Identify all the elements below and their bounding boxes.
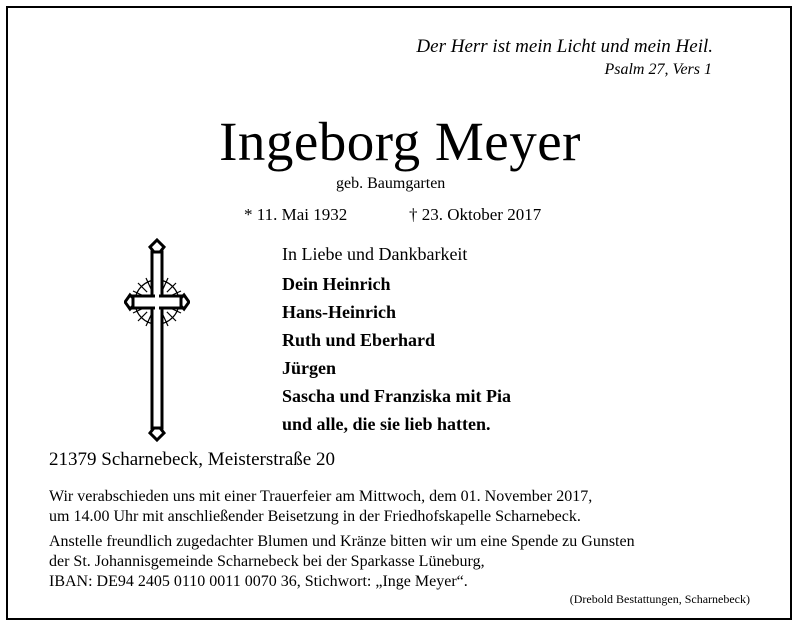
mourner-item: Dein Heinrich [282, 274, 391, 294]
deceased-name: Ingeborg Meyer [219, 111, 581, 172]
ceremony-line: Wir verabschieden uns mit einer Trauerfeier am Mittwoch, dem 01. November 2017, [49, 488, 593, 505]
donation-paragraph [49, 532, 635, 592]
mourner-item: und alle, die sie lieb hatten. [282, 414, 491, 434]
mourner-item: Sascha und Franziska mit Pia [282, 386, 512, 406]
ceremony-line: um 14.00 Uhr mit anschließender Beisetzung in der Friedhofskapelle Scharnebeck. [49, 508, 581, 525]
donation-line: Anstelle freundlich zugedachter Blumen und Kränze bitten wir um eine Spende zu Gunsten [49, 533, 635, 550]
born-name: geb. Baumgarten [336, 175, 446, 192]
mourner-item: Hans-Heinrich [282, 302, 397, 322]
death-date: † 23. Oktober 2017 [409, 205, 542, 224]
mourner-item: Jürgen [282, 358, 336, 378]
mourners-list [282, 270, 511, 438]
family-address: 21379 Scharnebeck, Meisterstraße 20 [49, 449, 335, 470]
birth-date: * 11. Mai 1932 [244, 205, 348, 224]
undertaker-credit: (Drebold Bestattungen, Scharnebeck) [569, 592, 750, 606]
dedication-text: In Liebe und Dankbarkeit [282, 244, 468, 264]
donation-line: IBAN: DE94 2405 0110 0011 0070 36, Stichwort: „Inge Meyer“. [49, 573, 468, 590]
motto-text: Der Herr ist mein Licht und mein Heil. [416, 36, 713, 57]
ceremony-paragraph [49, 487, 592, 527]
donation-line: der St. Johannisgemeinde Scharnebeck bei der Sparkasse Lüneburg, [49, 553, 485, 570]
motto-source: Psalm 27, Vers 1 [604, 61, 712, 78]
ornate-cross-icon [124, 238, 190, 442]
mourner-item: Ruth und Eberhard [282, 330, 436, 350]
